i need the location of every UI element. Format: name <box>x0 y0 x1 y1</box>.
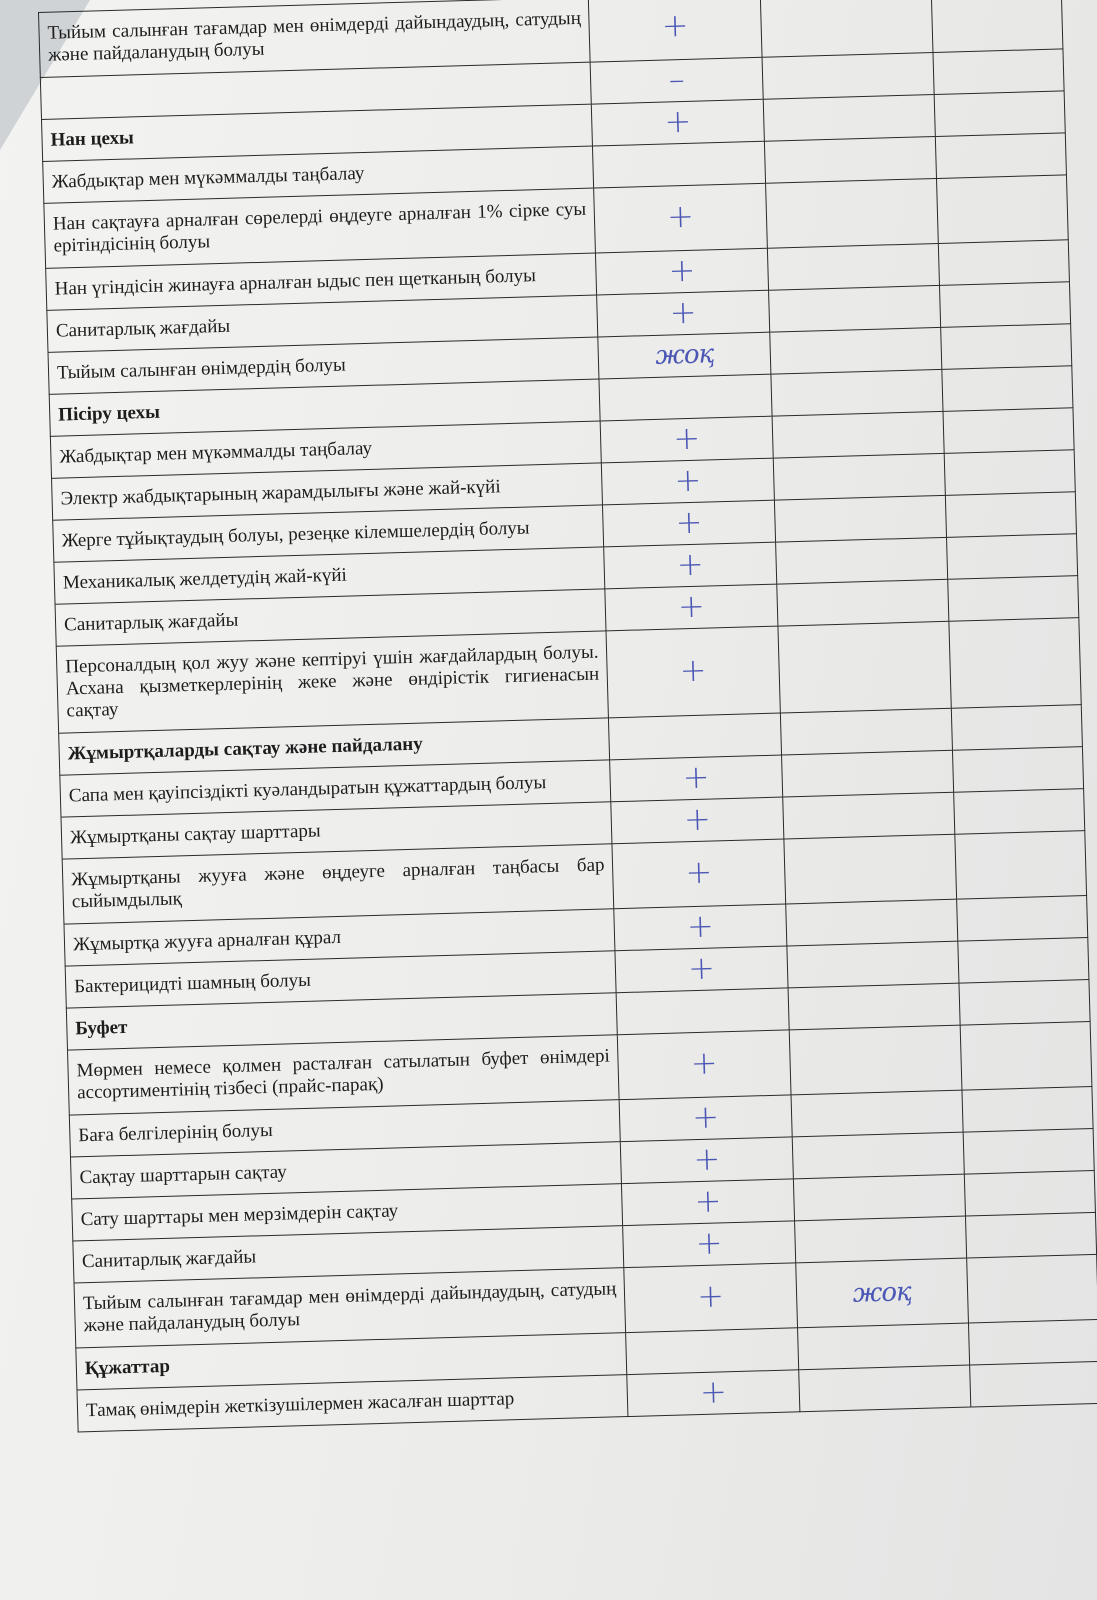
compliance-mark-cell <box>591 57 763 104</box>
handwritten-mark: + <box>696 1276 725 1316</box>
requirement-text: Санитарлық жағдайы <box>55 589 606 646</box>
compliance-mark-cell <box>605 584 777 631</box>
handwritten-mark: + <box>682 757 711 796</box>
requirement-text: Бактерицидті шамның болуы <box>65 951 616 1008</box>
compliance-mark-cell <box>624 1263 797 1333</box>
note-cell <box>760 0 933 57</box>
handwritten-mark: + <box>661 5 690 45</box>
empty-cell <box>935 133 1066 179</box>
compliance-mark-cell <box>623 1221 795 1268</box>
requirement-text: Тамақ өнімдерін жеткізушілермен жасалған шарттар <box>77 1375 628 1432</box>
inspection-checklist-table <box>38 0 1097 1432</box>
compliance-mark-cell <box>606 626 780 718</box>
note-cell <box>798 1365 970 1412</box>
compliance-mark-cell <box>620 1095 792 1142</box>
handwritten-mark: + <box>673 460 702 499</box>
empty-cell <box>944 450 1075 496</box>
section-title: Нан цехы <box>42 104 593 161</box>
note-cell <box>764 136 936 183</box>
empty-cell <box>943 408 1074 454</box>
requirement-text: Санитарлық жағдайы <box>47 295 598 352</box>
handwritten-mark: + <box>699 1371 728 1411</box>
requirement-text: Сату шарттары мен мерзімдерін сақтау <box>72 1184 623 1241</box>
handwritten-mark: + <box>668 250 696 289</box>
compliance-mark-cell <box>596 248 768 295</box>
note-cell <box>786 941 958 988</box>
note-cell <box>775 537 947 584</box>
note-cell <box>788 983 960 1030</box>
note-cell <box>778 621 952 713</box>
empty-cell <box>951 705 1082 751</box>
empty-cell <box>940 324 1071 370</box>
empty-cell <box>965 1212 1096 1258</box>
compliance-mark-cell <box>604 542 776 589</box>
empty-cell <box>953 789 1084 835</box>
note-cell <box>768 285 940 332</box>
note-cell <box>773 453 945 500</box>
handwritten-mark: – <box>668 59 686 98</box>
compliance-mark-cell <box>589 0 762 62</box>
empty-cell <box>934 91 1065 137</box>
compliance-mark-cell <box>598 332 770 379</box>
handwritten-mark: + <box>669 292 698 331</box>
empty-cell <box>963 1128 1094 1174</box>
requirement-text: Тыйым салынған өнімдердің болуы <box>48 337 599 394</box>
handwritten-mark: жоқ <box>654 339 714 371</box>
note-cell <box>794 1216 966 1263</box>
compliance-mark-cell <box>594 183 767 253</box>
compliance-mark-cell <box>602 458 774 505</box>
handwritten-mark: + <box>691 1096 720 1136</box>
handwritten-mark: + <box>677 586 706 625</box>
handwritten-mark: + <box>690 1043 719 1083</box>
compliance-mark-cell <box>601 416 773 463</box>
requirement-text: Жабдықтар мен мүкәммалды таңбалау <box>43 146 594 203</box>
note-cell <box>774 495 946 542</box>
note-cell <box>763 95 935 142</box>
handwritten-mark: + <box>687 947 716 987</box>
handwritten-mark: + <box>692 1138 721 1178</box>
empty-cell <box>945 492 1076 538</box>
compliance-mark-cell <box>617 988 789 1035</box>
requirement-text: Нан сақтауға арналған сөрелерді өңдеуге арналған 1% сірке суы ерітіндісінің болуы <box>44 188 596 268</box>
compliance-mark-cell <box>622 1179 794 1226</box>
section-title: Құжаттар <box>76 1333 627 1390</box>
note-cell <box>780 708 952 755</box>
handwritten-mark: + <box>679 650 708 690</box>
note-cell <box>793 1174 965 1221</box>
note-cell <box>767 243 939 290</box>
requirement-text: Нан үгіндісін жинауға арналған ыдыс пен щетканың болуы <box>46 253 597 310</box>
note-cell <box>772 411 944 458</box>
requirement-text: Сақтау шарттарын сақтау <box>70 1142 621 1199</box>
handwritten-mark: + <box>676 544 705 583</box>
empty-cell <box>955 831 1087 900</box>
note-cell <box>769 327 941 374</box>
compliance-mark-cell <box>597 290 769 337</box>
note-cell <box>797 1323 969 1370</box>
compliance-mark-cell <box>611 797 783 844</box>
requirement-text: Жұмыртқаны сақтау шарттары <box>61 802 612 859</box>
empty-cell <box>936 175 1068 244</box>
empty-cell <box>946 534 1077 580</box>
compliance-mark-cell <box>592 99 764 146</box>
handwritten-mark: + <box>675 502 703 541</box>
empty-cell <box>959 980 1090 1026</box>
empty-cell <box>966 1254 1097 1323</box>
section-title: Пісіру цехы <box>49 379 600 436</box>
compliance-mark-cell <box>599 374 771 421</box>
requirement-text: Жерге тұйықтаудың болуы, резеңке кілемшелердің болуы <box>53 505 604 562</box>
empty-cell <box>938 240 1069 286</box>
checklist-body <box>39 0 1097 1432</box>
note-cell <box>771 369 943 416</box>
compliance-mark-cell <box>610 755 782 802</box>
handwritten-mark: + <box>672 418 701 457</box>
requirement-text: Жұмыртқа жууға арналған құрал <box>64 909 615 966</box>
requirement-text: Жабдықтар мен мүкәммалды таңбалау <box>50 421 601 478</box>
note-cell <box>792 1132 964 1179</box>
compliance-mark-cell <box>618 1030 791 1100</box>
note-cell <box>776 579 948 626</box>
handwritten-mark: + <box>695 1222 724 1262</box>
note-cell <box>789 1025 962 1095</box>
requirement-text: Сапа мен қауіпсіздікті куәландыратын құжаттардың болуы <box>60 760 611 817</box>
compliance-mark-cell <box>615 946 787 993</box>
handwritten-mark: + <box>663 101 692 141</box>
empty-cell <box>956 896 1087 942</box>
requirement-text: Баға белгілерінің болуы <box>69 1100 620 1157</box>
empty-cell <box>958 938 1089 984</box>
compliance-mark-cell <box>612 839 785 909</box>
empty-cell <box>931 0 1063 53</box>
note-cell <box>783 834 956 904</box>
requirement-text: Мөрмен немесе қолмен расталған сатылатын буфет өнімдері ассортиментінің тізбесі (прайс-парақ) <box>67 1035 619 1115</box>
handwritten-mark: + <box>694 1180 722 1220</box>
note-cell <box>785 899 957 946</box>
section-title: Буфет <box>66 993 617 1050</box>
empty-cell <box>969 1361 1097 1407</box>
empty-cell <box>960 1022 1092 1091</box>
note-cell <box>791 1090 963 1137</box>
note-cell <box>765 178 938 248</box>
compliance-mark-cell <box>621 1137 793 1184</box>
compliance-mark-cell <box>593 141 765 188</box>
empty-cell <box>939 282 1070 328</box>
compliance-mark-cell <box>627 1370 799 1417</box>
empty-cell <box>968 1319 1097 1365</box>
handwritten-mark: + <box>686 905 715 945</box>
note-cell <box>795 1258 968 1328</box>
empty-cell <box>962 1086 1093 1132</box>
note-cell <box>782 792 954 839</box>
empty-cell <box>952 747 1083 793</box>
requirement-text: Жұмыртқаны жууға және өңдеуге арналған таңбасы бар сыйымдылық <box>62 844 614 924</box>
handwritten-mark: + <box>683 799 712 838</box>
empty-cell <box>942 366 1073 412</box>
empty-cell <box>933 49 1064 95</box>
compliance-mark-cell <box>614 904 786 951</box>
requirement-text: Электр жабдықтарының жарамдылығы және жай-күйі <box>52 463 603 520</box>
section-title: Жұмыртқаларды сақтау және пайдалану <box>59 718 610 775</box>
compliance-mark-cell <box>626 1328 798 1375</box>
handwritten-note: жоқ <box>852 1276 912 1309</box>
empty-cell <box>949 618 1082 709</box>
empty-cell <box>964 1170 1095 1216</box>
requirement-text: Тыйым салынған тағамдар мен өнімдерді дайындаудың, сатудың және пайдаланудың болуы <box>74 1268 626 1348</box>
requirement-text: Механикалық желдетудің жай-күйі <box>54 547 605 604</box>
requirement-text: Персоналдың қол жуу және кептіруі үшін жағдайлардың болуы. Асхана қызметкерлерінің жеке және өндірістік гигиенасын сақтау <box>56 631 609 733</box>
requirement-text: Санитарлық жағдайы <box>73 1226 624 1283</box>
note-cell <box>781 750 953 797</box>
compliance-mark-cell <box>609 713 781 760</box>
handwritten-mark: + <box>666 196 695 236</box>
empty-cell <box>947 576 1078 622</box>
note-cell <box>762 53 934 100</box>
compliance-mark-cell <box>603 500 775 547</box>
handwritten-mark: + <box>684 852 713 892</box>
requirement-text: Тыйым салынған тағамдар мен өнімдерді дайындаудың, сатудың және пайдаланудың болуы <box>39 0 591 77</box>
